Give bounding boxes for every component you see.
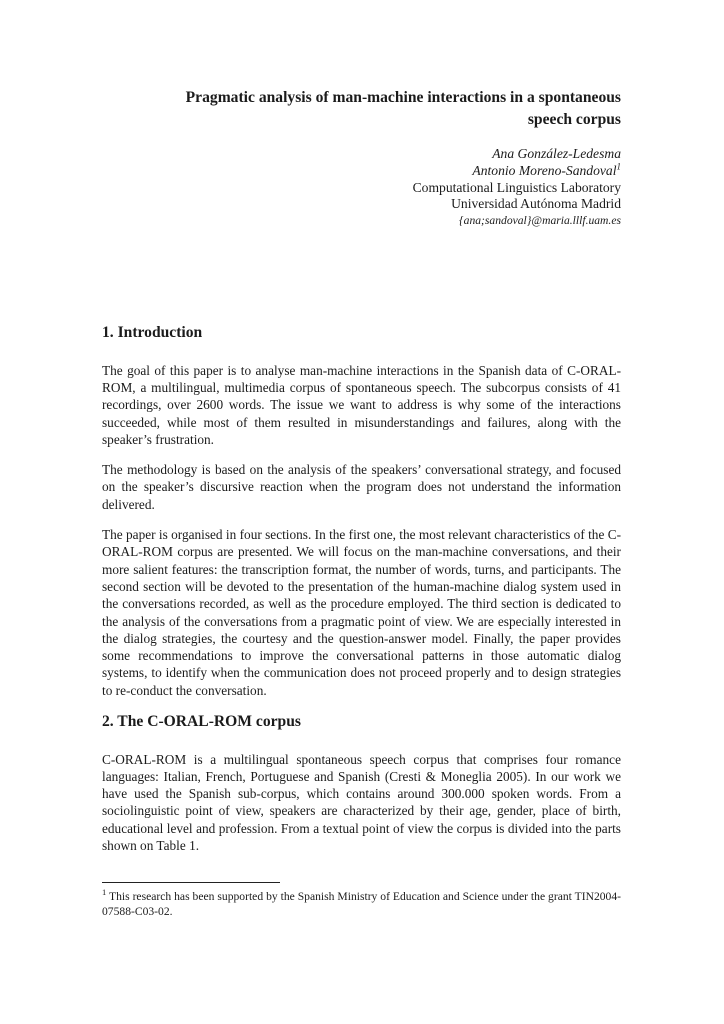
author-university: Universidad Autónoma Madrid	[451, 196, 621, 212]
paper-title	[102, 87, 621, 131]
paper-title-line-1: Pragmatic analysis of man-machine interactions in a spontaneous	[185, 89, 621, 106]
author-footnote-marker: 1	[616, 161, 621, 172]
footnote-body: This research has been supported by the Spanish Ministry of Education and Science under the grant TIN2004-07588-C03-02.	[102, 890, 621, 919]
section-heading-corpus: 2. The C-ORAL-ROM corpus	[102, 713, 301, 731]
intro-paragraph-2: The methodology is based on the analysis of the speakers’ conversational strategy, and focused on the speaker’s discursive reaction when the program does not understand the information delivered.	[102, 462, 621, 512]
footnote-text	[102, 889, 621, 919]
author-name-1: Ana González-Ledesma	[492, 146, 621, 161]
author-email: {ana;sandoval}@maria.lllf.uam.es	[459, 214, 621, 228]
author-name-2	[102, 163, 621, 180]
author-block	[102, 146, 621, 228]
page-content	[102, 0, 621, 919]
corpus-paragraph-1: C-ORAL-ROM is a multilingual spontaneous speech corpus that comprises four romance languages: Italian, French, Portuguese and Spanish (Cresti & Moneglia 2005). In our work we have used the Spanish sub-corpus, which contains around 300.000 spoken words. From a sociolinguistic point of view, speakers are characterized by their age, gender, place of birth, educational level and profession. From a textual point of view the corpus is divided into the parts shown on Table 1.	[102, 751, 621, 854]
footnote-marker: 1	[102, 887, 107, 898]
section-heading-introduction: 1. Introduction	[102, 324, 203, 342]
footnote-block	[102, 882, 621, 919]
author-name-2-text: Antonio Moreno-Sandoval	[472, 162, 617, 178]
author-affiliation: Computational Linguistics Laboratory	[412, 179, 621, 195]
footnote-divider	[102, 882, 280, 883]
paper-title-line-2: speech corpus	[527, 111, 621, 128]
intro-paragraph-1: The goal of this paper is to analyse man-machine interactions in the Spanish data of C-ORAL-ROM, a multilingual, multimedia corpus of spontaneous speech. The subcorpus consists of 41 recordings, over 2600 words. The issue we want to address is why some of the interactions succeeded, while most of them resulted in misunderstandings and failures, along with the speaker’s frustration.	[102, 362, 621, 447]
intro-paragraph-3: The paper is organised in four sections. In the first one, the most relevant characteristics of the C-ORAL-ROM corpus are presented. We will focus on the man-machine conversations, and their more salient features: the transcription format, the number of words, turns, and participants. The second section will be devoted to the presentation of the human-machine dialog system used in the conversations recorded, as well as the procedure employed. The third section is dedicated to the analysis of the conversations from a pragmatic point of view. We are especially interested in the dialog strategies, the courtesy and the question-answer model. Finally, the paper provides some recommendations to improve the conversational patterns in those automatic dialog systems, to identify when the communication does not proceed properly and to design strategies to re-conduct the conversation.	[102, 527, 621, 698]
